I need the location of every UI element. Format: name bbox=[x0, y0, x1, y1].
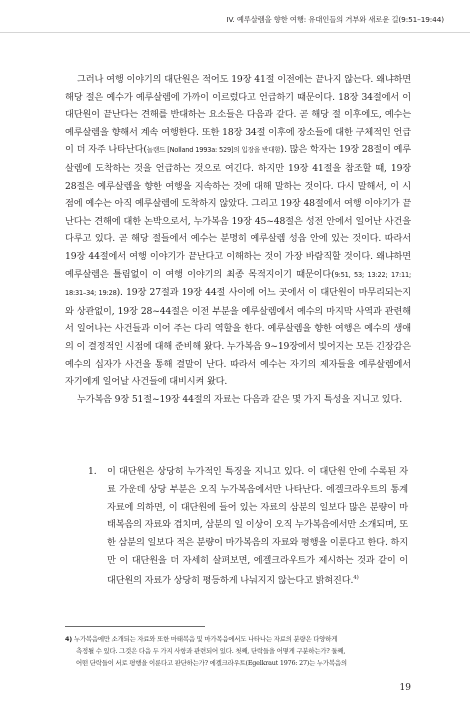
header-divider bbox=[0, 32, 470, 33]
footnote-reference[interactable]: 4) bbox=[353, 574, 359, 581]
citation: 놀랜드 [Nolland 1993a: 529]의 입장을 반대함 bbox=[146, 146, 281, 155]
page-number: 19 bbox=[399, 683, 411, 693]
main-text bbox=[65, 71, 411, 408]
footnote-number: 4) bbox=[65, 635, 72, 643]
running-head: IV. 예루살렘을 향한 여행: 유대인들의 거부와 새로운 길(9:51–19:44) bbox=[226, 15, 444, 24]
footnote bbox=[65, 633, 409, 670]
list-item bbox=[88, 463, 408, 590]
footnote-divider bbox=[65, 626, 205, 627]
paragraph-text: ). 19장 27절과 19장 44절 사이에 어느 곳에서 이 대단원이 마무리되는지와 상관없이, 19장 28~44절은 이전 부분을 예루살렘에서 예수의 마지막 사역과 관련해서 일어나는 사건들과 이어 주는 다리 역할을 한다. 예루살렘을 향한 여행은 예수의 생애의 이 결정적인 시점에 대해 준비해 왔다. 누가복음 9~19장에서 빚어지는 모든 긴장감은 예수의 십자가 사건을 통해 결말이 난다. 따라서 예수는 자기의 제자들을 예루살렘에서 자기에게 일어날 사건들에 대비시켜 왔다. bbox=[65, 287, 412, 388]
paragraph-text: ). 많은 학자는 19장 28절이 예루살렘에 도착하는 것을 언급하는 것으로 여긴다. 하지만 19장 41절을 참조할 때, 19장 28절은 예루살렘을 향한 여행을 지속하는 것에 대해 말하는 것이다. 다시 말해서, 이 시점에 예수는 아직 예루살렘에 도착하지 않았다. 그리고 19장 48절에서 여행 이야기가 끝난다는 견해에 대한 논박으로서, 누가복음 19장 45~48절은 성전 안에서 일어난 사건을 다루고 있다. 곧 해당 절들에서 예수는 분명히 예루살렘 성읍 안에 있는 것이다. 따라서 19장 44절에서 여행 이야기가 끝난다고 이해하는 것이 가장 바람직할 것이다. 왜냐하면 예루살렘은 틀림없이 이 여행 이야기의 최종 목적지이기 때문이다( bbox=[65, 144, 412, 280]
footnote-text-line: 누가복음에만 소개되는 자료와 또한 마태복음 및 마가복음에서도 나타나는 자료의 분량은 다양하게 bbox=[73, 635, 338, 643]
paragraph bbox=[65, 71, 411, 391]
list-item-text: 이 대단원은 상당히 누가적인 특징을 지니고 있다. 이 대단원 안에 수록된 자료 가운데 상당 부분은 오직 누가복음에서만 나타난다. 에겔크라우트의 통계 자료에 의하면, 이 대단원에 들어 있는 자료의 삼분의 일보다 많은 분량이 마태복음의 자료와 겹치며, 삼분의 일 이상이 오직 누가복음에서만 소개되며, 또한 삼분의 일보다 적은 분량이 마가복음의 자료와 평행을 이룬다고 한다. 하지만 이 대단원을 더 자세히 살펴보면, 에겔크라우트가 제시하는 것과 같이 이 대단원의 자료가 상당히 평등하게 나눠지지 않는다고 밝혀진다. bbox=[107, 466, 408, 586]
list-item-number: 1. bbox=[88, 466, 97, 477]
footnote-text-line: 측정될 수 있다. 그것은 다음 두 가지 사항과 관련되어 있다. 첫째, 단락들을 어떻게 구분하는가? 둘째, bbox=[76, 647, 346, 656]
citation: 9:51, 53; 13:22; 17:11; 18:31–34; 19:28 bbox=[65, 270, 411, 298]
numbered-list bbox=[88, 463, 408, 590]
paragraph: 누가복음 9장 51절~19장 44절의 자료는 다음과 같은 몇 가지 특성을 지니고 있다. bbox=[77, 393, 402, 405]
paragraph-text: 그러나 여행 이야기의 대단원은 적어도 19장 41절 이전에는 끝나지 않는다. 왜냐하면 해당 절은 예수가 예루살렘에 가까이 이르렀다고 언급하기 때문이다. 18장 34절에서 이 대단원이 끝난다는 견해를 반대하는 요소들은 다음과 같다. 곧 해당 절 이후에도, 예수는 예루살렘을 향해서 계속 여행한다. 또한 18장 34절 이후에 장소들에 대한 구체적인 언급이 더 자주 나타난다( bbox=[65, 74, 411, 156]
footnote-text-line: 어떤 단락들이 서로 평행을 이룬다고 판단하는가? 에겔크라우트(Egelkraut 1976: 27)는 누가복음의 bbox=[76, 659, 347, 668]
